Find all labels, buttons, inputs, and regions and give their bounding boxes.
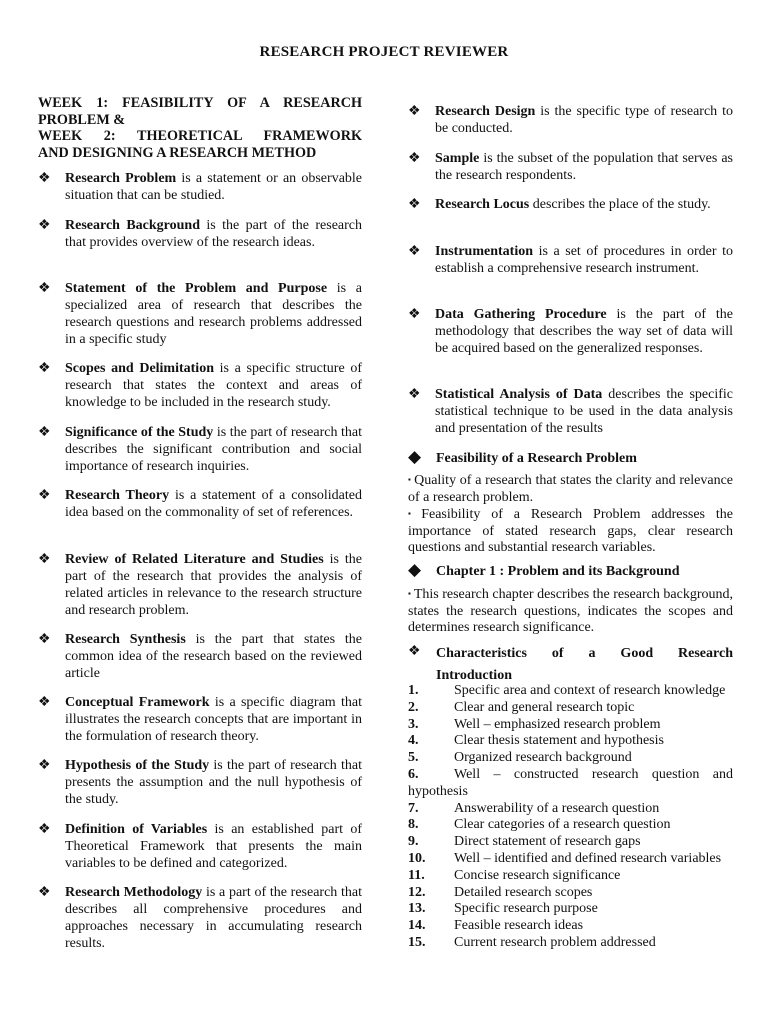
term-name: Research Methodology bbox=[65, 885, 203, 900]
term-definition: is the part of research that describes the significant contribution and social importance of research inquiries. bbox=[65, 425, 362, 474]
feasibility-heading: Feasibility of a Research Problem bbox=[436, 451, 637, 466]
term-name: Review of Related Literature and Studies bbox=[65, 552, 324, 567]
term-entry bbox=[38, 424, 362, 475]
fleuron-bullet-icon: ❖ bbox=[408, 244, 421, 259]
list-item bbox=[408, 801, 733, 818]
term-entry bbox=[38, 487, 362, 521]
term-definition: is a specific structure of research that states the context and areas of knowledge to be included in the research study. bbox=[65, 361, 362, 410]
square-bullet-icon: ▪ bbox=[408, 475, 412, 484]
term-name: Hypothesis of the Study bbox=[65, 758, 210, 773]
list-item-number: 5. bbox=[408, 750, 419, 766]
term-definition: is an established part of Theoretical Framework that presents the main variables to be defined and categorized. bbox=[65, 822, 363, 871]
list-item bbox=[408, 700, 733, 717]
term-text bbox=[65, 170, 362, 204]
term-name: Conceptual Framework bbox=[65, 695, 210, 710]
term-name: Research Synthesis bbox=[65, 632, 186, 647]
term-entry bbox=[38, 757, 362, 808]
list-item-text: Concise research significance bbox=[454, 867, 621, 883]
diamond-bullet-icon: ◆ bbox=[408, 560, 422, 579]
term-entry bbox=[38, 631, 362, 682]
chapter1-point: ▪ This research chapter describes the research background, states the research questions, indicates the scopes and determines research significance. bbox=[408, 587, 733, 635]
list-item-number: 13. bbox=[408, 901, 426, 917]
list-item-number: 3. bbox=[408, 716, 419, 732]
list-item-number: 4. bbox=[408, 733, 419, 749]
list-item-number: 15. bbox=[408, 934, 426, 950]
fleuron-bullet-icon: ❖ bbox=[38, 361, 51, 376]
term-name: Research Background bbox=[65, 218, 201, 233]
fleuron-bullet-icon: ❖ bbox=[38, 632, 51, 647]
list-item bbox=[408, 901, 733, 918]
term-entry bbox=[408, 306, 733, 357]
page-title: RESEARCH PROJECT REVIEWER bbox=[259, 44, 509, 60]
term-name: Significance of the Study bbox=[65, 425, 214, 440]
term-entry bbox=[408, 196, 733, 213]
list-item-text: Specific area and context of research knowledge bbox=[454, 683, 726, 698]
term-entry bbox=[408, 103, 733, 137]
heading-line: WEEK 2: THEORETICAL FRAMEWORK bbox=[38, 128, 362, 144]
feasibility-point: ▪ Quality of a research that states the clarity and relevance of a research problem. bbox=[408, 473, 733, 505]
list-item-text: Clear thesis statement and hypothesis bbox=[454, 733, 664, 749]
term-text bbox=[65, 757, 362, 808]
term-definition: is the part that states the common idea of the research based on the reviewed article bbox=[65, 632, 362, 681]
term-entry bbox=[408, 243, 733, 277]
characteristics-heading: Characteristics of a Good Research bbox=[436, 646, 733, 661]
list-item-number: 8. bbox=[408, 817, 419, 833]
heading-line: PROBLEM & bbox=[38, 111, 126, 128]
term-text bbox=[65, 821, 362, 872]
term-name: Data Gathering Procedure bbox=[435, 307, 607, 322]
term-entry bbox=[38, 280, 362, 348]
term-text bbox=[65, 424, 362, 475]
term-entry bbox=[408, 386, 733, 437]
diamond-bullet-icon: ◆ bbox=[408, 447, 422, 466]
heading-line: WEEK 1: FEASIBILITY OF A RESEARCH bbox=[38, 95, 362, 111]
list-item bbox=[408, 717, 733, 734]
list-item-number: 6. bbox=[408, 766, 419, 782]
term-definition: is a part of the research that describes all comprehensive procedures and approaches necessary in accumulating research results. bbox=[65, 885, 362, 951]
fleuron-bullet-icon: ❖ bbox=[38, 552, 51, 567]
term-definition: is the part of the research that provides the analysis of related articles in relevance to the research structure and research problem. bbox=[65, 552, 362, 618]
term-entry bbox=[38, 821, 362, 872]
list-item-text: Detailed research scopes bbox=[454, 884, 593, 900]
term-name: Research Problem bbox=[65, 171, 177, 186]
list-item-number: 9. bbox=[408, 834, 419, 850]
feasibility-point: ▪ Feasibility of a Research Problem addresses the importance of stated research gaps, clear research questions and substantial research variables. bbox=[408, 507, 733, 555]
term-entry bbox=[38, 551, 362, 619]
term-text bbox=[65, 884, 362, 952]
square-bullet-icon: ▪ bbox=[408, 589, 411, 598]
fleuron-bullet-icon: ❖ bbox=[38, 822, 51, 837]
fleuron-bullet-icon: ❖ bbox=[38, 218, 51, 233]
list-item-text: Well – identified and defined research variables bbox=[454, 850, 722, 866]
term-name: Statistical Analysis of Data bbox=[435, 387, 603, 402]
list-item-number: 2. bbox=[408, 699, 419, 715]
term-name: Sample bbox=[435, 151, 480, 166]
term-entry bbox=[38, 360, 362, 411]
week-heading bbox=[38, 95, 362, 161]
characteristics-list bbox=[408, 683, 733, 952]
term-name: Research Locus bbox=[435, 197, 530, 212]
fleuron-bullet-icon: ❖ bbox=[38, 171, 51, 186]
list-item-text: Current research problem addressed bbox=[454, 934, 656, 950]
fleuron-bullet-icon: ❖ bbox=[38, 281, 51, 296]
term-text bbox=[435, 196, 733, 213]
term-text bbox=[435, 243, 733, 277]
list-item-text: Feasible research ideas bbox=[454, 918, 584, 934]
term-name: Scopes and Delimitation bbox=[65, 361, 214, 376]
list-item bbox=[408, 935, 733, 952]
list-item bbox=[408, 868, 733, 885]
square-bullet-icon: ▪ bbox=[408, 509, 419, 518]
fleuron-bullet-icon: ❖ bbox=[38, 758, 51, 773]
term-definition: describes the place of the study. bbox=[529, 197, 711, 212]
term-text bbox=[65, 360, 362, 411]
term-entry bbox=[38, 884, 362, 952]
term-text bbox=[435, 150, 733, 184]
list-item bbox=[408, 767, 733, 801]
list-item-number: 12. bbox=[408, 884, 426, 900]
fleuron-bullet-icon: ❖ bbox=[38, 695, 51, 710]
heading-line: AND DESIGNING A RESEARCH METHOD bbox=[38, 144, 317, 161]
fleuron-bullet-icon: ❖ bbox=[408, 387, 421, 402]
term-text bbox=[65, 694, 362, 745]
chapter1-section bbox=[408, 560, 733, 580]
term-text bbox=[65, 217, 362, 251]
characteristics-heading-cont: Introduction bbox=[436, 668, 512, 683]
list-item-text: Well – constructed research question and hypothesis bbox=[408, 766, 733, 799]
list-item bbox=[408, 733, 733, 750]
fleuron-bullet-icon: ❖ bbox=[408, 197, 421, 212]
term-entry bbox=[38, 217, 362, 251]
term-entry bbox=[38, 170, 362, 204]
term-text bbox=[435, 306, 733, 357]
term-entry bbox=[38, 694, 362, 745]
list-item bbox=[408, 683, 733, 700]
list-item-text: Answerability of a research question bbox=[454, 800, 660, 816]
term-definition: is the specific type of research to be conducted. bbox=[435, 104, 733, 136]
fleuron-bullet-icon: ❖ bbox=[408, 644, 421, 659]
term-definition: is a statement or an observable situation that can be studied. bbox=[65, 171, 363, 203]
term-definition: is a specific diagram that illustrates the research concepts that are important in the formulation of research theory. bbox=[65, 695, 362, 744]
list-item-number: 7. bbox=[408, 800, 419, 816]
term-text bbox=[65, 551, 362, 619]
fleuron-bullet-icon: ❖ bbox=[408, 307, 421, 322]
term-text bbox=[65, 280, 362, 348]
term-definition: is a set of procedures in order to establish a comprehensive research instrument. bbox=[435, 244, 733, 276]
list-item bbox=[408, 750, 733, 767]
list-item-text: Clear categories of a research question bbox=[454, 817, 671, 833]
term-text bbox=[65, 631, 362, 682]
fleuron-bullet-icon: ❖ bbox=[38, 425, 51, 440]
list-item bbox=[408, 918, 733, 935]
term-definition: is the part of the research that provides overview of the research ideas. bbox=[65, 218, 363, 250]
term-name: Definition of Variables bbox=[65, 822, 208, 837]
term-text bbox=[435, 386, 733, 437]
term-definition: is the part of the methodology that describes the way set of data will be acquired based on the generalized responses. bbox=[435, 307, 733, 356]
list-item-text: Well – emphasized research problem bbox=[454, 716, 661, 732]
list-item-number: 10. bbox=[408, 850, 426, 866]
list-item bbox=[408, 851, 733, 868]
chapter1-heading: Chapter 1 : Problem and its Background bbox=[436, 564, 680, 579]
fleuron-bullet-icon: ❖ bbox=[38, 488, 51, 503]
list-item-text: Direct statement of research gaps bbox=[454, 834, 641, 850]
list-item-text: Clear and general research topic bbox=[454, 699, 635, 715]
list-item-number: 11. bbox=[408, 867, 425, 883]
term-name: Statement of the Problem and Purpose bbox=[65, 281, 328, 296]
term-definition: is the part of research that presents the assumption and the null hypothesis of the study. bbox=[65, 758, 363, 807]
term-entry bbox=[408, 150, 733, 184]
fleuron-bullet-icon: ❖ bbox=[38, 885, 51, 900]
list-item-text: Organized research background bbox=[454, 750, 632, 766]
list-item bbox=[408, 817, 733, 834]
fleuron-bullet-icon: ❖ bbox=[408, 104, 421, 119]
characteristics-section bbox=[408, 643, 733, 687]
term-name: Instrumentation bbox=[435, 244, 534, 259]
fleuron-bullet-icon: ❖ bbox=[408, 151, 421, 166]
term-text bbox=[435, 103, 733, 137]
feasibility-section bbox=[408, 447, 733, 467]
term-text bbox=[65, 487, 362, 521]
term-definition: is a specialized area of research that describes the research questions and research problems addressed in a specific study bbox=[65, 281, 362, 347]
term-name: Research Theory bbox=[65, 488, 170, 503]
term-name: Research Design bbox=[435, 104, 536, 119]
list-item-number: 14. bbox=[408, 918, 426, 934]
term-definition: is the subset of the population that serves as the research respondents. bbox=[435, 151, 733, 183]
list-item bbox=[408, 885, 733, 902]
list-item bbox=[408, 834, 733, 851]
term-definition: is a statement of a consolidated idea based on the commonality of set of references. bbox=[65, 488, 362, 520]
list-item-text: Specific research purpose bbox=[454, 901, 598, 917]
list-item-number: 1. bbox=[408, 683, 419, 698]
term-definition: describes the specific statistical technique to be used in the data analysis and presentation of the results bbox=[435, 387, 733, 436]
